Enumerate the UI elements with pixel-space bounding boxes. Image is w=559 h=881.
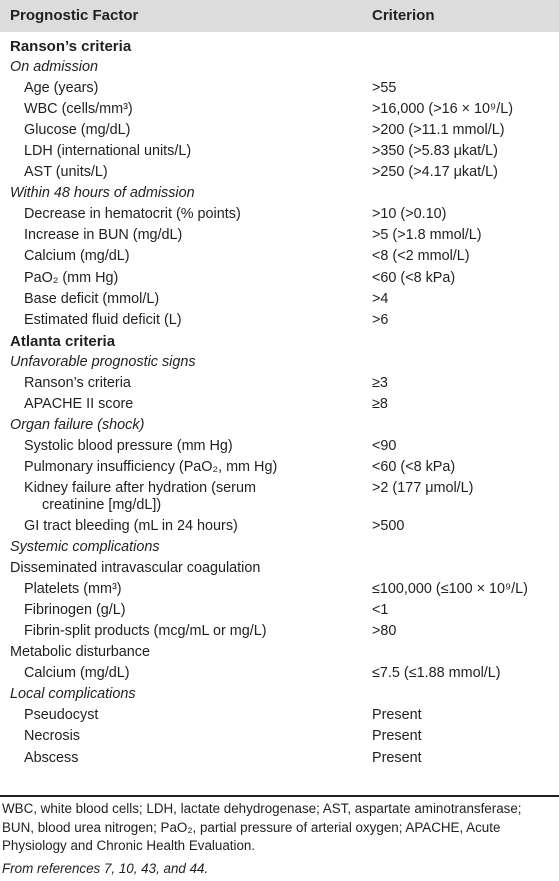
table-row bbox=[0, 394, 559, 415]
section-heading-row bbox=[0, 36, 559, 57]
factor-label: Decrease in hematocrit (% points) bbox=[24, 206, 241, 223]
table-row bbox=[0, 579, 559, 600]
criterion-value: ≥3 bbox=[372, 374, 388, 391]
factor-label: Pulmonary insufficiency (PaO₂, mm Hg) bbox=[24, 458, 278, 475]
table-bottom-rule bbox=[0, 795, 559, 797]
table-row bbox=[0, 663, 559, 684]
criterion-value: <90 bbox=[372, 437, 397, 454]
table-row bbox=[0, 204, 559, 225]
factor-label: Ranson’s criteria bbox=[24, 374, 131, 391]
factor-label: Fibrin-split products (mcg/mL or mg/L) bbox=[24, 623, 267, 640]
table-row bbox=[0, 726, 559, 747]
table-row bbox=[0, 99, 559, 120]
factor-label: Platelets (mm³) bbox=[24, 581, 122, 598]
criterion-value: >10 (>0.10) bbox=[372, 206, 447, 223]
criterion-value: >55 bbox=[372, 80, 397, 97]
criterion-value: >6 bbox=[372, 311, 389, 328]
criterion-value: >500 bbox=[372, 517, 405, 534]
factor-label: Estimated fluid deficit (L) bbox=[24, 311, 182, 328]
table-row bbox=[0, 373, 559, 394]
criterion-value: <1 bbox=[372, 602, 389, 619]
factor-label: Glucose (mg/dL) bbox=[24, 122, 131, 139]
criterion-value: ≤7.5 (≤1.88 mmol/L) bbox=[372, 665, 501, 682]
table-row bbox=[0, 705, 559, 726]
criterion-value: Present bbox=[372, 749, 422, 766]
factor-label: WBC (cells/mm³) bbox=[24, 101, 133, 118]
table-row bbox=[0, 478, 559, 516]
factor-label: Organ failure (shock) bbox=[10, 416, 145, 433]
factor-label: AST (units/L) bbox=[24, 164, 108, 181]
factor-label: Fibrinogen (g/L) bbox=[24, 602, 126, 619]
factor-label: Ranson’s criteria bbox=[10, 38, 132, 55]
criterion-value: Present bbox=[372, 728, 422, 745]
table-body bbox=[0, 36, 559, 769]
criterion-value: >350 (>5.83 μkat/L) bbox=[372, 143, 498, 160]
factor-label: APACHE II score bbox=[24, 395, 134, 412]
factor-label: Kidney failure after hydration (serum bbox=[24, 479, 256, 496]
criterion-value: >5 (>1.8 mmol/L) bbox=[372, 227, 482, 244]
section-heading-row bbox=[0, 331, 559, 352]
criterion-value: Present bbox=[372, 707, 422, 724]
header-criterion: Criterion bbox=[372, 7, 435, 24]
factor-label: Abscess bbox=[24, 749, 79, 766]
header-prognostic-factor: Prognostic Factor bbox=[10, 7, 139, 24]
table-header bbox=[0, 0, 559, 32]
subsection-row bbox=[0, 684, 559, 705]
subsection-row bbox=[0, 537, 559, 558]
factor-label: LDH (international units/L) bbox=[24, 143, 192, 160]
criterion-value: ≥8 bbox=[372, 395, 388, 412]
factor-label-continuation: creatinine [mg/dL]) bbox=[42, 496, 162, 513]
table-row bbox=[0, 141, 559, 162]
table-row bbox=[0, 78, 559, 99]
factor-label: Necrosis bbox=[24, 728, 80, 745]
factor-label: Metabolic disturbance bbox=[10, 644, 150, 661]
criterion-value: >2 (177 μmol/L) bbox=[372, 479, 474, 496]
factor-label: Systemic complications bbox=[10, 539, 160, 556]
criterion-value: >16,000 (>16 × 10⁹/L) bbox=[372, 101, 513, 118]
table-row bbox=[0, 621, 559, 642]
table-row bbox=[0, 436, 559, 457]
table-row bbox=[0, 600, 559, 621]
subsection-row bbox=[0, 183, 559, 204]
table-row bbox=[0, 748, 559, 769]
table-row bbox=[0, 162, 559, 183]
factor-label: GI tract bleeding (mL in 24 hours) bbox=[24, 517, 238, 534]
table-footnote: WBC, white blood cells; LDH, lactate dehydrogenase; AST, aspartate aminotransferase; BUN, blood urea nitrogen; PaO₂, partial pressure of arterial oxygen; APACHE, Acute Physiology and Chronic Health Evaluation. bbox=[2, 801, 522, 853]
table-row bbox=[0, 558, 559, 579]
factor-label: Base deficit (mmol/L) bbox=[24, 290, 160, 307]
factor-label: Increase in BUN (mg/dL) bbox=[24, 227, 183, 244]
table-row bbox=[0, 246, 559, 267]
table-row bbox=[0, 289, 559, 310]
table-source: From references 7, 10, 43, and 44. bbox=[2, 861, 209, 876]
factor-label: Atlanta criteria bbox=[10, 332, 116, 350]
factor-label: Calcium (mg/dL) bbox=[24, 248, 130, 265]
factor-label: Local complications bbox=[10, 686, 136, 703]
criterion-value: >4 bbox=[372, 290, 389, 307]
criterion-value: >80 bbox=[372, 623, 397, 640]
factor-label: Age (years) bbox=[24, 80, 99, 97]
criterion-value: <8 (<2 mmol/L) bbox=[372, 248, 470, 265]
table-row bbox=[0, 642, 559, 663]
criterion-value: >200 (>11.1 mmol/L) bbox=[372, 122, 505, 139]
factor-label: PaO₂ (mm Hg) bbox=[24, 269, 119, 286]
table-row bbox=[0, 120, 559, 141]
table-row bbox=[0, 457, 559, 478]
criterion-value: >250 (>4.17 μkat/L) bbox=[372, 164, 498, 181]
table-row bbox=[0, 268, 559, 289]
table-row bbox=[0, 516, 559, 537]
criterion-value: ≤100,000 (≤100 × 10⁹/L) bbox=[372, 581, 528, 598]
factor-label: Pseudocyst bbox=[24, 707, 99, 724]
factor-label: Unfavorable prognostic signs bbox=[10, 353, 196, 370]
table-row bbox=[0, 225, 559, 246]
table-row bbox=[0, 310, 559, 331]
subsection-row bbox=[0, 415, 559, 436]
factor-label: Systolic blood pressure (mm Hg) bbox=[24, 437, 233, 454]
subsection-row bbox=[0, 352, 559, 373]
factor-label: Disseminated intravascular coagulation bbox=[10, 560, 261, 577]
criterion-value: <60 (<8 kPa) bbox=[372, 269, 456, 286]
subsection-row bbox=[0, 57, 559, 78]
factor-label: Within 48 hours of admission bbox=[10, 185, 195, 202]
factor-label: On admission bbox=[10, 59, 98, 76]
criterion-value: <60 (<8 kPa) bbox=[372, 458, 456, 475]
factor-label: Calcium (mg/dL) bbox=[24, 665, 130, 682]
